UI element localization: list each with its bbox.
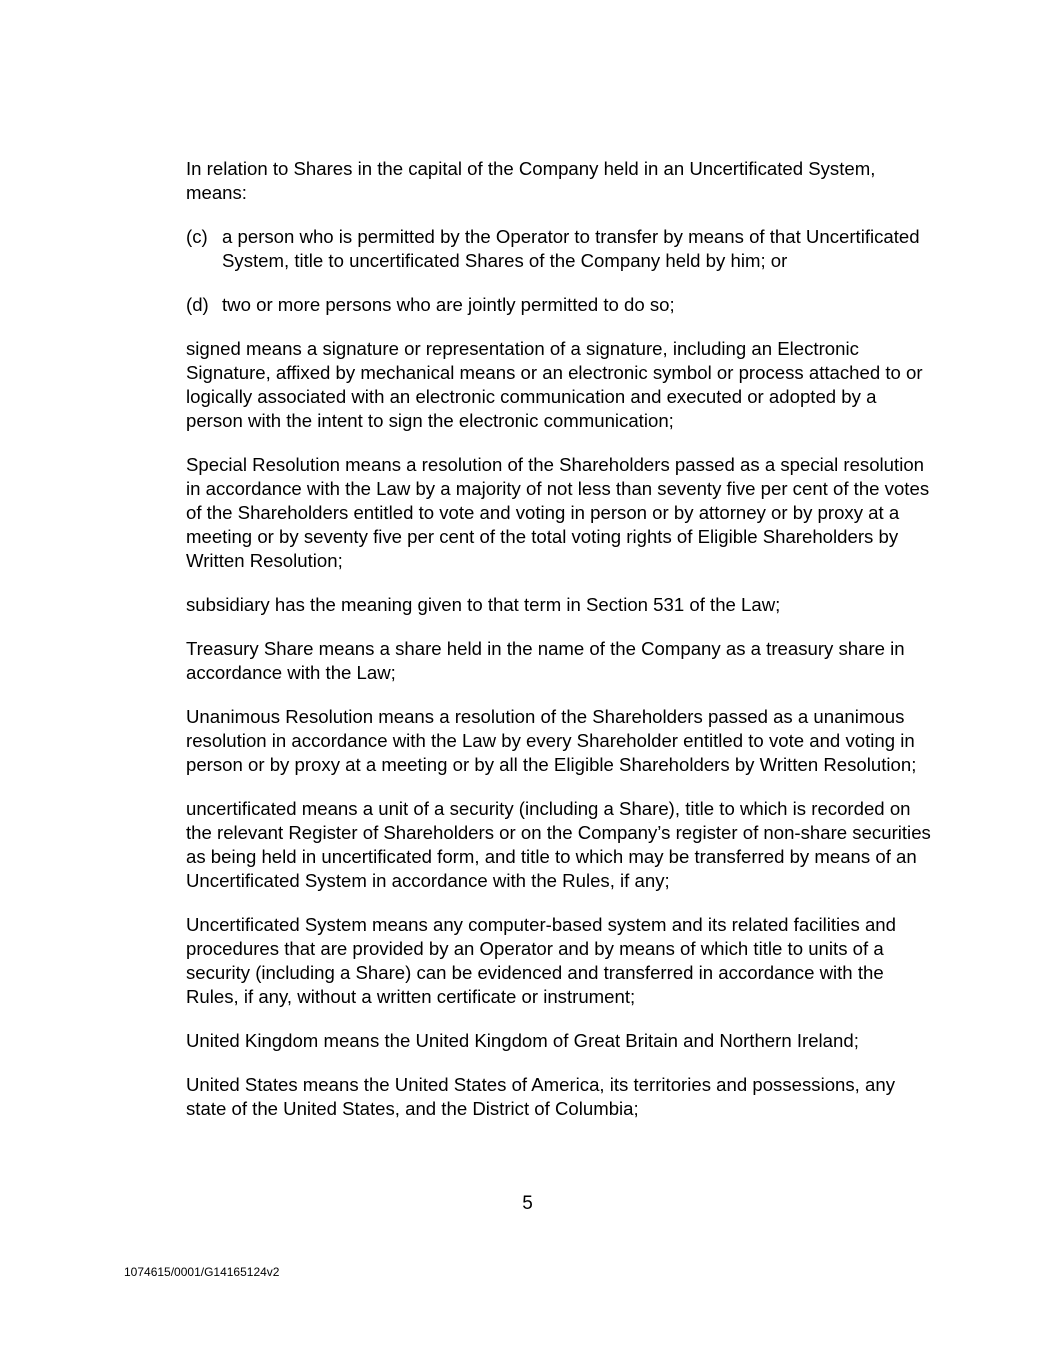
definition-text: means the United States of America, its territories and possessions, any state of the United States, and the District of Columbia; (186, 1074, 895, 1119)
definition-treasury-share (186, 637, 936, 685)
defined-term: Special Resolution (186, 454, 341, 475)
definition-text: means a share held in the name of the Company as a treasury share in accordance with the Law; (186, 638, 905, 683)
list-item-c (186, 225, 936, 273)
definition-signed (186, 337, 936, 433)
definition-special-resolution (186, 453, 936, 573)
page-number: 5 (522, 1193, 533, 1214)
definition-uncertificated (186, 797, 936, 893)
list-item-d (186, 293, 936, 317)
definition-unanimous-resolution (186, 705, 936, 777)
definition-text: means the United Kingdom of Great Britain and Northern Ireland; (318, 1030, 859, 1051)
definition-text: means a unit of a security (including a Share), title to which is recorded on the relevant Register of Shareholders or on the Company’s register of non-share securities as being held in uncertificated form, and title to which may be transferred by means of an Uncertificated System in accordance with the Rules, if any; (186, 798, 931, 891)
defined-term: Uncertificated System (186, 914, 367, 935)
list-marker: (c) (186, 226, 208, 247)
defined-term: United Kingdom (186, 1030, 319, 1051)
list-marker: (d) (186, 294, 209, 315)
definition-subsidiary (186, 593, 936, 617)
defined-term: uncertificated (186, 798, 297, 819)
list-text: a person who is permitted by the Operator to transfer by means of that Uncertificated System, title to uncertificated Shares of the Company held by him; or (222, 226, 920, 271)
defined-term: Unanimous Resolution (186, 706, 374, 727)
defined-term: subsidiary (186, 594, 270, 615)
definition-text: means a signature or representation of a signature, including an Electronic Signature, affixed by mechanical means or an electronic symbol or process attached to or logically associated with an electronic communication and executed or adopted by a person with the intent to sign the electronic communication; (186, 338, 923, 431)
definition-united-kingdom (186, 1029, 936, 1053)
definition-united-states (186, 1073, 936, 1121)
defined-term: United States (186, 1074, 298, 1095)
page-body (186, 157, 936, 1141)
definition-text: means a resolution of the Shareholders passed as a unanimous resolution in accordance with the Law by every Shareholder entitled to vote and voting in person or by proxy at a meeting or by all the Eligible Shareholders by Written Resolution; (186, 706, 917, 775)
document-id: 1074615/0001/G14165124v2 (124, 1265, 280, 1279)
definition-text: means a resolution of the Shareholders passed as a special resolution in accordance with the Law by a majority of not less than seventy five per cent of the votes of the Shareholders entitled to vote and voting in person or by attorney or by proxy at a meeting or by seventy five per cent of the total voting rights of Eligible Shareholders by Written Resolution; (186, 454, 930, 571)
defined-term: signed (186, 338, 241, 359)
list-text: two or more persons who are jointly permitted to do so; (222, 294, 675, 315)
defined-term: Treasury Share (186, 638, 314, 659)
intro-paragraph: In relation to Shares in the capital of the Company held in an Uncertificated System, means: (186, 158, 876, 203)
definition-text: has the meaning given to that term in Section 531 of the Law; (269, 594, 781, 615)
definition-uncertificated-system (186, 913, 936, 1009)
definition-text: means any computer-based system and its related facilities and procedures that are provided by an Operator and by means of which title to units of a security (including a Share) can be evidenced and transferred in accordance with the Rules, if any, without a written certificate or instrument; (186, 914, 896, 1007)
